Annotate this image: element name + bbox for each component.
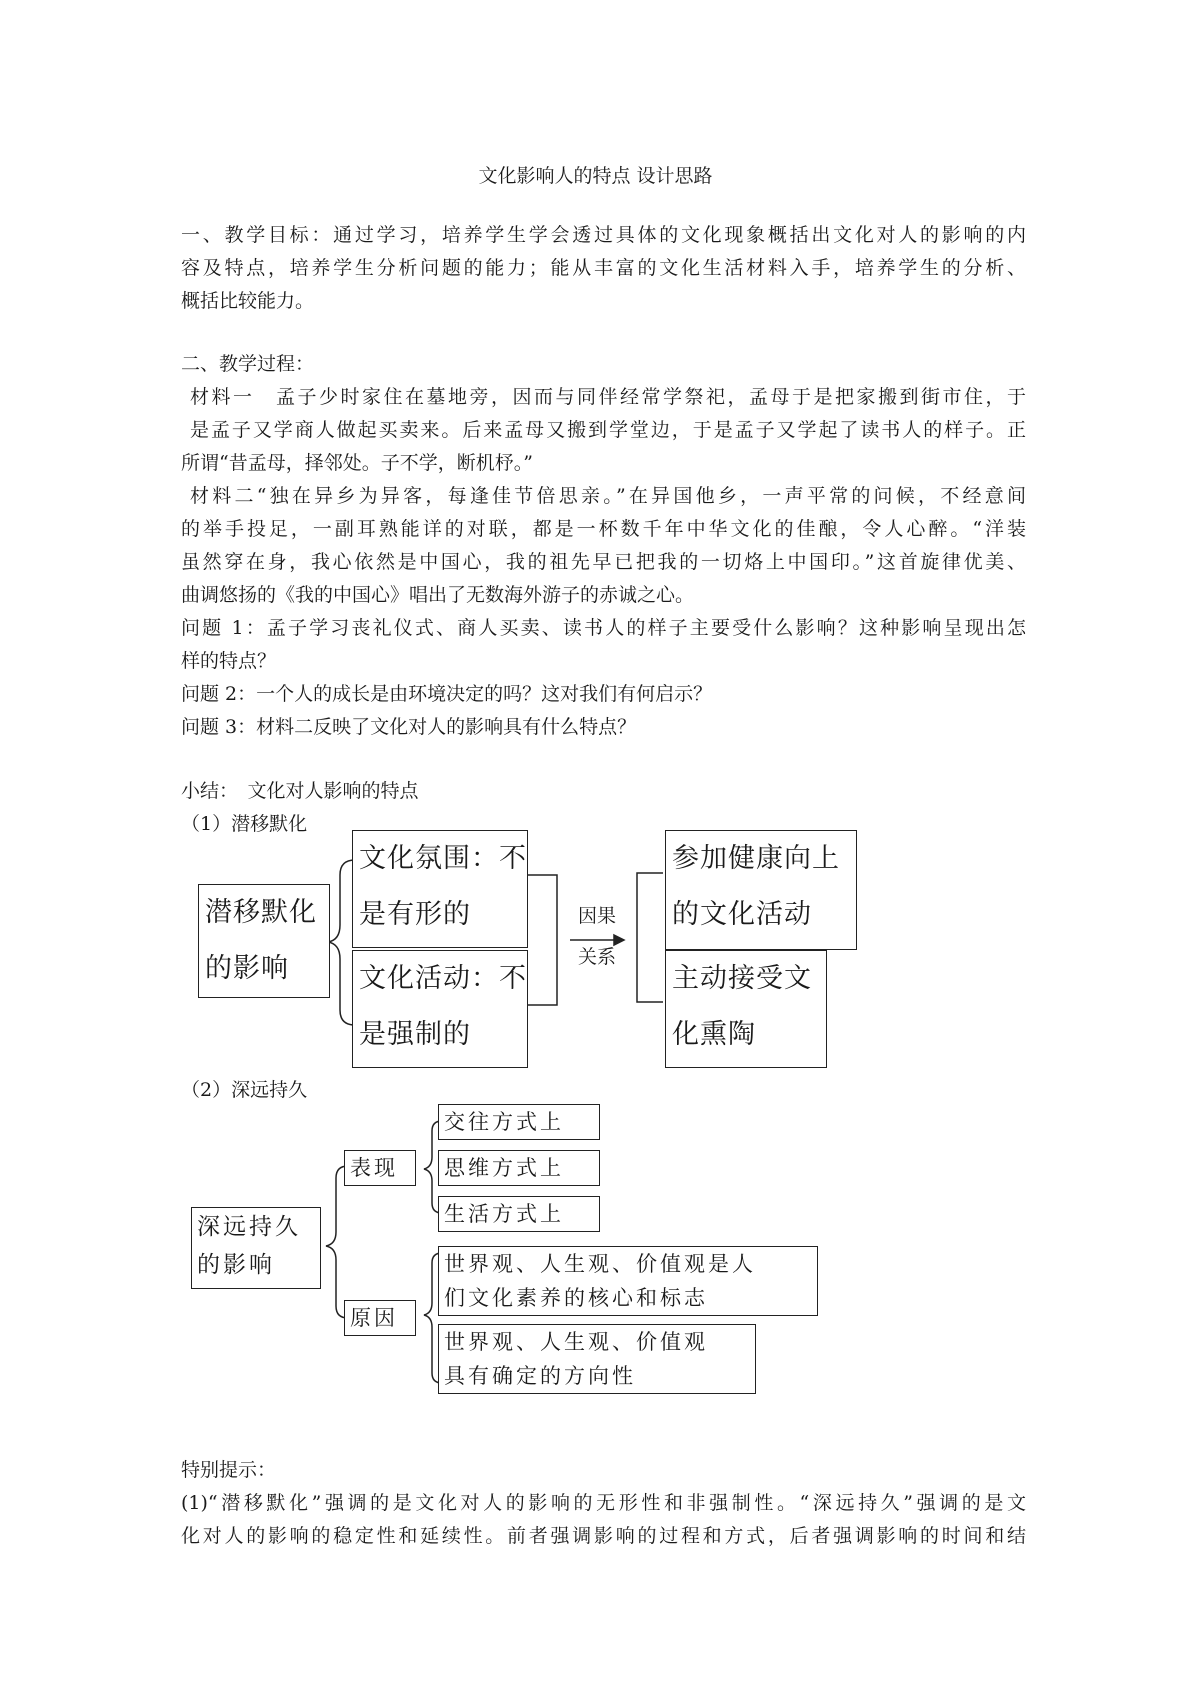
diagram1-cause-line: 文化活动：不: [359, 963, 527, 994]
part2-heading: （2）深远持久: [181, 1079, 308, 1101]
material1-line: 所谓“昔孟母，择邻处。子不学，断机杼。”: [181, 452, 533, 474]
diagram1-cause-bottom-box: [352, 950, 528, 1068]
material1-line: 材料一 孟子少时家住在墓地旁，因而与同伴经常学祭祀，孟母于是把家搬到街市住，于: [190, 386, 1026, 408]
reason-line: 世界观、人生观、价值观: [444, 1330, 708, 1354]
reason-box: [438, 1324, 756, 1394]
material2-line: 的举手投足，一副耳熟能详的对联，都是一杯数千年中华文化的佳酿，令人心醉。“洋装: [181, 518, 1026, 540]
reason-line: 具有确定的方向性: [444, 1364, 636, 1388]
branch-expression-box: 表现: [344, 1150, 416, 1186]
tips-line: 化对人的影响的稳定性和延续性。前者强调影响的过程和方式，后者强调影响的时间和结: [181, 1525, 1026, 1547]
diagram1-root-box: [198, 884, 330, 998]
objectives-line: 一、教学目标：通过学习，培养学生学会透过具体的文化现象概括出文化对人的影响的内: [181, 224, 1026, 246]
leaf-box: 思维方式上: [438, 1150, 600, 1186]
summary-heading: 小结： 文化对人影响的特点: [181, 780, 419, 802]
reason-box: [438, 1246, 818, 1316]
diagram1-cause-top-box: [352, 830, 528, 948]
question-line: 问题 1：孟子学习丧礼仪式、商人买卖、读书人的样子主要受什么影响？这种影响呈现出怎: [181, 617, 1026, 639]
page-title: 文化影响人的特点 设计思路: [478, 165, 713, 187]
diagram1-result-line: 的文化活动: [672, 899, 812, 930]
diagram1-result-line: 主动接受文: [672, 963, 812, 994]
branch-reason-box: 原因: [344, 1300, 416, 1336]
diagram1-result-bottom-box: [665, 950, 827, 1068]
diagram1-root-line: 潜移默化: [205, 897, 317, 928]
leaf-box: 交往方式上: [438, 1104, 600, 1140]
reason-line: 世界观、人生观、价值观是人: [444, 1252, 756, 1276]
diagram2-root-line: 的影响: [197, 1252, 275, 1278]
diagram2-root-box: [191, 1207, 321, 1289]
diagram1-result-line: 化熏陶: [672, 1019, 756, 1050]
tips-heading: 特别提示：: [181, 1459, 277, 1481]
diagram1-cause-line: 是有形的: [359, 899, 471, 930]
tips-line: (1)“潜移默化”强调的是文化对人的影响的无形性和非强制性。“深远持久”强调的是文: [181, 1492, 1026, 1514]
material2-line: 曲调悠扬的《我的中国心》唱出了无数海外游子的赤诚之心。: [181, 584, 695, 606]
diagram1-result-top-box: [665, 830, 857, 950]
question-line: 样的特点？: [181, 650, 277, 672]
question-line: 问题 2：一个人的成长是由环境决定的吗？这对我们有何启示？: [181, 683, 713, 705]
diagram1-cause-line: 文化氛围：不: [359, 843, 527, 874]
question-line: 问题 3：材料二反映了文化对人的影响具有什么特点？: [181, 716, 637, 738]
diagram1-result-line: 参加健康向上: [672, 843, 840, 874]
diagram1-cause-line: 是强制的: [359, 1019, 471, 1050]
objectives-line: 概括比较能力。: [181, 290, 315, 312]
diagram2-root-line: 深远持久: [197, 1214, 301, 1240]
process-heading: 二、教学过程：: [181, 353, 315, 375]
arrow-label-top: 因果: [577, 905, 616, 927]
leaf-box: 生活方式上: [438, 1196, 600, 1232]
material2-line: 材料二“独在异乡为异客，每逢佳节倍思亲。”在异国他乡，一声平常的问候，不经意间: [190, 485, 1026, 507]
material2-line: 虽然穿在身，我心依然是中国心，我的祖先早已把我的一切烙上中国印。”这首旋律优美、: [181, 551, 1026, 573]
objectives-line: 容及特点，培养学生分析问题的能力；能从丰富的文化生活材料入手，培养学生的分析、: [181, 257, 1026, 279]
part1-heading: （1）潜移默化: [181, 813, 308, 835]
diagram1-root-line: 的影响: [205, 953, 289, 984]
material1-line: 是孟子又学商人做起买卖来。后来孟母又搬到学堂边，于是孟子又学起了读书人的样子。正: [190, 419, 1026, 441]
reason-line: 们文化素养的核心和标志: [444, 1286, 708, 1310]
arrow-label-bottom: 关系: [577, 946, 616, 968]
